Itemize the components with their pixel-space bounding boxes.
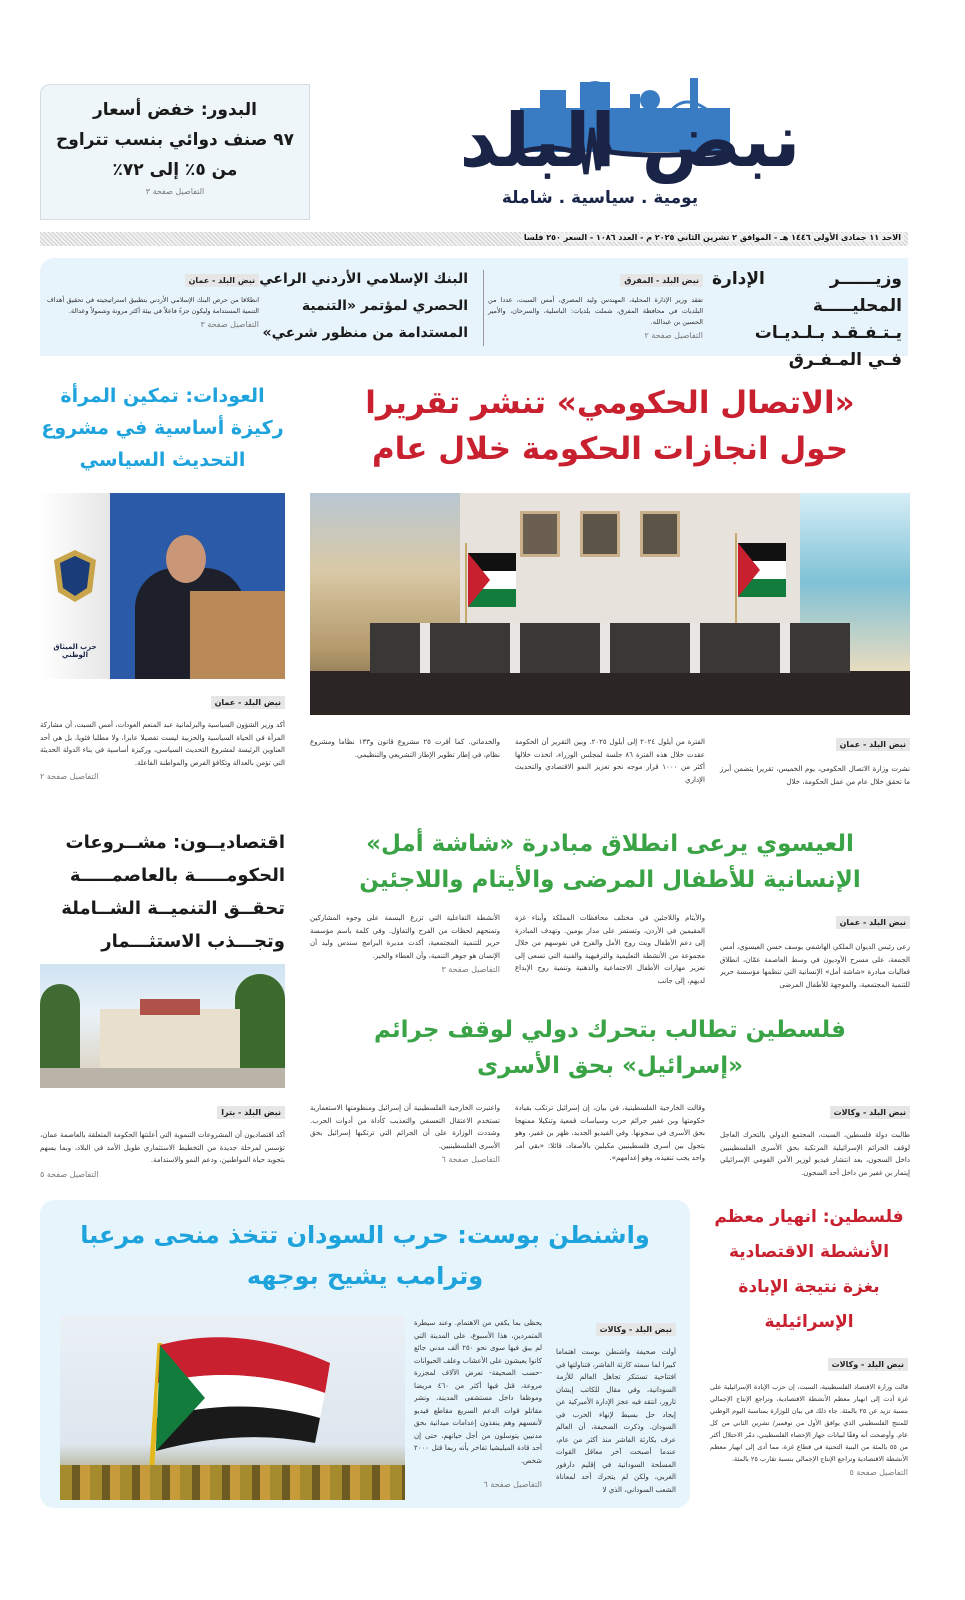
headline-line: الإنسانية للأطفال المرضى والأيتام واللاجئين [359, 867, 861, 893]
headline-line: البنك الإسلامي الأردني الراعي [259, 271, 468, 287]
story-body: الأنشطة التفاعلية التي تزرع البسمة على وجوه المشاركين وتمنحهم لحظات من الفرح والتفاؤل. وفي كلمة باسم مؤسسة حرير للتنمية المجتمعية، أكدت مديرة البرامج سندس وليد أن الإنسان هو جوهر التنمية، وأن العطاء والخير. [310, 914, 500, 960]
lead-story[interactable] [310, 380, 910, 790]
story-body: أولت صحيفة واشنطن بوست اهتماما كبيرا لما سمته كارثة الفاشر، فتناولتها في افتتاحية تستنكر تجاهل العالم للأزمة السودانية، وفي مقال للكاتب إيشان ثارور، انتقد فيه عجز الإدارة الأميركية عن إيجاد حل بسيط لإنهاء الحرب في السودان. وذكرت الصحيفة، أن العالم عرف بكارثة الفاشر منذ أكثر من عام، عندما أصبحت آخر معاقل القوات المسلحة السودانية في إقليم دارفور الغربي، ولكن لم يتحرك أحد لمعاناة الشعب السوداني، الذي لا [556, 1348, 676, 1494]
story-palestine-prisoners[interactable] [310, 1012, 910, 1182]
lead-headline-line: «الاتصال الحكومي» تنشر تقريرا [365, 385, 855, 421]
story-body: نشرت وزارة الاتصال الحكومي، يوم الخميس، تقريرا يتضمن أبرز ما تحقق خلال عام من عمل الحكومة، خلال [720, 765, 910, 786]
headline-line: ركيزة أساسية في مشروع [41, 417, 284, 439]
story-body: انطلاقا من حرص البنك الإسلامي الأردني بتطبيق استراتيجيته في تحقيق أهداف التنمية المستدامة وليكون جزءً فاعلاً في بيئة أكثر مرونة وشمولاً وعدالة. [47, 296, 259, 315]
divider [483, 270, 484, 346]
headline-line: الحصري لمؤتمر «التنمية [301, 298, 468, 314]
promo-box[interactable] [40, 84, 310, 220]
side-story-gaza-economy[interactable] [710, 1200, 908, 1520]
lead-headline-line: حول انجازات الحكومة خلال عام [371, 431, 849, 467]
more-link[interactable]: التفاصيل صفحة ٢ [644, 331, 703, 340]
headline-line: الإسرائيلية [764, 1312, 854, 1332]
byline: نبض البلد - بترا [217, 1106, 285, 1119]
story-body: قالت وزارة الاقتصاد الفلسطينية، السبت، إن حرب الإبادة الإسرائيلية على غزة أدت إلى انهيار معظم الأنشطة الاقتصادية، وتراجع الإنتاج الإجمالي بنسبة تزيد عن ٢٥ بالمئة. جاء ذلك في بيان للوزارة بمناسبة اليوم الوطني للمنتج الفلسطيني الذي يوافق الأول من نوفمبر/ تشرين الثاني من كل عام. وأوضحت أنه وفقًا لبيانات جهاز الإحصاء الفلسطيني، دمّر الاحتلال أكثر من ٥٥ بالمئة من البنية التحتية في قطاع غزة، مما أدى إلى انهيار معظم الأنشطة الاقتصادية وتراجع الإنتاج الإجمالي بنسبة تقارب ٢٥ بالمئة. [710, 1383, 908, 1463]
sudan-story-panel[interactable] [40, 1200, 690, 1508]
side-story-economists[interactable] [40, 826, 285, 1179]
headline-line: اقتصاديــون: مشــروعات [65, 832, 285, 853]
party-emblem-icon [52, 548, 98, 604]
headline-line: العيسوي يرعى انطلاق مبادرة «شاشة أمل» [366, 831, 854, 857]
dateline-strip [40, 232, 908, 246]
story-body: والأيتام واللاجئين في مختلف محافظات المملكة وأبناء غزة المقيمين في الأردن، وتستمر على مدار يومين. وتهدف المبادرة إلى دعم الأطفال وبث روح الأمل والفرح في نفوسهم من خلال مجموعة من الأنشطة التعليمية والترفيهية والفنية التي تسعى إلى تعزيز مهارات الأطفال الاجتماعية والذهنية وتنمية روح الإبداع لديهم، إلى جانب [515, 914, 705, 985]
promo-line-3: من ٥٪ إلى ٧٢٪ [112, 160, 238, 180]
byline: نبض البلد - عمان [211, 696, 285, 709]
story-body: طالبت دولة فلسطين، السبت، المجتمع الدولي بالتحرك العاجل لوقف الجرائم الإسرائيلية المرتكبة بحق الأسرى الفلسطينيين داخل السجون، بعد انتشار فيديو لوزير الأمن القومي الإسرائيلي إيتمار بن غفير من داخل أحد السجون. [720, 1131, 910, 1177]
headline-line: وترامب يشيح بوجهه [246, 1262, 484, 1290]
story-body: واعتبرت الخارجية الفلسطينية أن إسرائيل ومنظومتها الاستعمارية تستخدم الاعتقال التعسفي والتعذيب كأداة من أدوات الحرب. وشددت الوزارة على أن الجرائم التي ترتكبها إسرائيل بحق الأسرى الفلسطينيين. [310, 1104, 500, 1150]
headline-line: يـتـفـقـد بـلـديـات [754, 323, 902, 343]
byline: نبض البلد - وكالات [596, 1323, 676, 1336]
more-link[interactable]: التفاصيل صفحة ٣ [200, 320, 259, 329]
story-body: رعى رئيس الديوان الملكي الهاشمي يوسف حسن العيسوي، أمس الجمعة، على مسرح الأوديون في وسط العاصمة عمّان، انطلاق فعاليات مبادرة «شاشة أمل» الإنسانية التي تنظمها مؤسسة حرير للتنمية المجتمعية، والموجهة للأطفال المرضى [720, 943, 910, 989]
story-body: أكد اقتصاديون أن المشروعات التنموية التي أعلنتها الحكومة المتعلقة بالعاصمة عمان، تؤسس لمرحلة جديدة من التخطيط الاستثماري طويل الأمد في البلاد، وبما يسهم بتجويد حياة المواطنين، ودعم النمو والاستدامة. [40, 1131, 285, 1164]
more-link[interactable]: التفاصيل صفحة ٥ [40, 1169, 99, 1179]
photo-sign-text: حزب الميثاق الوطني [53, 643, 97, 659]
story-body: وقالت الخارجية الفلسطينية، في بيان، إن إسرائيل ترتكب بقيادة حكومتها وبن غفير جرائم حرب وسياسات قمعية وتنكيلا ممنهجا بحق الأسرى في سجونها. وفي الفيديو الجديد، ظهر بن غفير، وهو يتجول بين أسرى فلسطينيين مكبلين بالأصفاد، قائلا: «بقي أمر واحد يجب تنفيذه، وهو إعدامهم». [515, 1104, 705, 1162]
top-right-story[interactable] [483, 262, 908, 370]
lead-photo [310, 493, 910, 715]
headline-line: واشنطن بوست: حرب السودان تتخذ منحى مرعبا [80, 1221, 650, 1249]
headline-line: وتجـــذب الاستثـــمار [101, 931, 285, 952]
dateline-text: الاحد ١١ جمادى الأولى ١٤٤٦ هـ - الموافق ٢ تشرين الثاني ٢٠٢٥ م - العدد ١٠٨٦ - السعر ٢٥٠ فلسا [521, 233, 904, 242]
byline: نبض البلد - المفرق [620, 274, 703, 287]
more-link[interactable]: التفاصيل صفحة ٢ [40, 772, 99, 781]
promo-line-2: ٩٧ صنف دوائي بنسب تتراوح [56, 130, 294, 150]
tagline: يومية . سياسية . شاملة [501, 188, 699, 208]
promo-more-link[interactable]: التفاصيل صفحة ٣ [145, 187, 205, 196]
promo-line-1: البدور: خفض أسعار [93, 100, 257, 120]
headline-line: فـي المـفـرق [788, 350, 902, 370]
logo-wordmark: نبض البلد [459, 98, 801, 184]
headline-line: وزيــــــر الإدارة المحليـــــة [712, 269, 902, 316]
story-body: تفقد وزير الإدارة المحلية، المهندس وليد المصري، أمس السبت، عددا من البلديات في محافظة المفرق، شملت بلديات: الباسلية، والسرحان، والأمير الحسين بن عبدالله. [488, 296, 703, 326]
story-shashat-amal[interactable] [310, 826, 910, 1006]
building-photo [40, 964, 285, 1088]
headline-line: «إسرائيل» بحق الأسرى [477, 1053, 743, 1079]
byline: نبض البلد - عمان [836, 738, 910, 751]
story-body: أكد وزير الشؤون السياسية والبرلمانية عبد المنعم العودات، أمس السبت، أن مشاركة المرأة في الحياة السياسية والحزبية ليست تفصيلا عابرا، ولا مطلبا فئويا، بل هي أحد العناوين الرئيسة لمشروع التحديث السياسي، وركيزة أساسية في بناء الدولة الحديثة التي تؤمن بالعدالة وتكافؤ الفرص والمواطنة الفاعلة. [40, 721, 285, 767]
byline: نبض البلد - وكالات [830, 1106, 910, 1119]
story-body: يحظى بما يكفي من الاهتمام. وعند سيطرة المتمردين، هذا الأسبوع، على المدينة التي لم يبق فيها سوى نحو ٢٥٠ ألف مدني جائع كانوا يعيشون على الأعشاب وعلف الحيوانات -حسب الصحيفة- تعرض الآلاف لمجزرة مروعة، قتل فيها أكثر من ٤٦٠ مريضا وموظفا داخل مستشفى المدينة، ونشر مقاتلو قوات الدعم السريع مقاطع فيديو لأنفسهم وهم ينفذون إعدامات ميدانية بحق مدنيين يتوسلون من أجل حياتهم، حتى إن أحد قادة الميليشيا تفاخر بأنه ربما قتل ٢٠٠٠ شخص. [414, 1319, 542, 1465]
headline-line: الحكومـــــة بالعاصمـــــة [69, 865, 285, 886]
byline: نبض البلد - وكالات [828, 1358, 908, 1371]
side-story-womens-empowerment[interactable] [40, 380, 285, 790]
sudan-flag-photo [60, 1315, 405, 1500]
byline: نبض البلد - عمان [185, 274, 259, 287]
headline-line: فلسطين: انهيار معظم [714, 1207, 904, 1227]
more-link[interactable]: التفاصيل صفحة ٥ [849, 1468, 908, 1477]
more-link[interactable]: التفاصيل صفحة ٦ [441, 1155, 500, 1164]
headline-line: العودات: تمكين المرأة [60, 385, 265, 407]
byline: نبض البلد - عمان [836, 916, 910, 929]
headline-line: الأنشطة الاقتصادية [728, 1242, 890, 1262]
story-body: والخدماتي. كما أقرت ٢٥ مشروع قانون و١٣٣ نظاما ومشروع نظام، في إطار تطوير الإطار التشريعي والتنظيمي. [310, 738, 501, 759]
headline-line: المستدامة من منظور شرعي» [262, 325, 468, 341]
speaker-photo [40, 493, 285, 679]
more-link[interactable]: التفاصيل صفحة ٦ [483, 1480, 542, 1489]
headline-line: فلسطين تطالب بتحرك دولي لوقف جرائم [374, 1017, 846, 1043]
story-body: الفترة من أيلول ٢٠٢٤ إلى أيلول ٢٠٢٥. وبين التقرير أن الحكومة عقدت خلال هذه الفترة ٨٦ جلسة لمجلس الوزراء، اتخذت خلالها أكثر من ١٠٠٠ قرار موجه نحو تعزيز النمو الاقتصادي والتحديث الإداري [515, 738, 705, 784]
masthead [350, 78, 910, 228]
more-link[interactable]: التفاصيل صفحة ٣ [441, 965, 500, 974]
headline-line: بغزة نتيجة الإبادة [738, 1277, 880, 1297]
headline-line: تحقــق التنميــة الشــاملة [61, 898, 285, 919]
top-left-story[interactable] [44, 262, 474, 352]
headline-line: التحديث السياسي [79, 449, 246, 471]
